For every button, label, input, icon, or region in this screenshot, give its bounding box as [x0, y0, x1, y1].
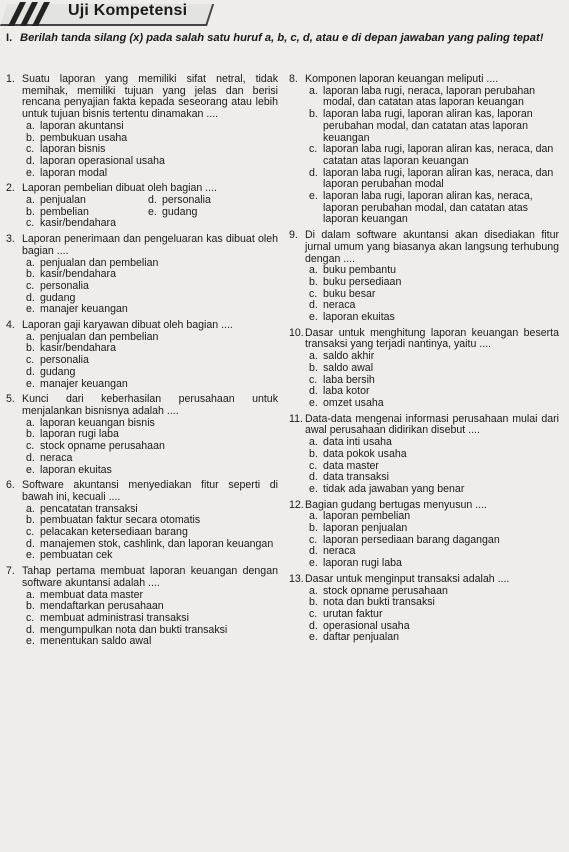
option-letter: b. [26, 268, 35, 281]
option-text: gudang [162, 205, 198, 218]
option-text: kasir/bendahara [40, 268, 116, 281]
option-text: pembelian [40, 205, 89, 218]
option-text: buku besar [323, 287, 376, 300]
question-number: 3. [6, 233, 15, 246]
option-letter: d. [309, 166, 318, 179]
option-text: laporan persediaan barang dagangan [323, 533, 500, 546]
option-text: laporan laba rugi, laporan aliran kas, neraca, dan catatan atas laporan keuangan [323, 143, 554, 167]
option-text: pembuatan faktur secara otomatis [40, 514, 201, 527]
option-letter: a. [309, 436, 318, 449]
option-text: laporan ekuitas [323, 311, 395, 324]
option-e[interactable] [309, 558, 559, 570]
question-1 [6, 74, 278, 179]
question-text: Kunci dari keberhasilan perusahaan untuk menjalankan bisnisnya adalah .... [22, 393, 278, 417]
option-text: neraca [323, 299, 356, 312]
question-number: 12. [289, 498, 304, 511]
option-letter: b. [309, 108, 318, 121]
option-text: neraca [323, 545, 356, 558]
option-c[interactable] [26, 218, 278, 230]
option-e[interactable] [309, 312, 559, 324]
question-text: Bagian gudang bertugas menyusun .... [305, 498, 487, 511]
option-text: laporan penjualan [323, 522, 408, 535]
question-number: 9. [289, 229, 298, 242]
option-e[interactable] [309, 484, 559, 496]
question-6 [6, 480, 278, 562]
question-text: Laporan pembelian dibuat oleh bagian .... [22, 182, 217, 195]
option-text: data inti usaha [323, 436, 392, 449]
option-letter: a. [309, 264, 318, 277]
question-number: 1. [6, 73, 15, 85]
option-text: penjualan dan pembelian [40, 330, 159, 343]
option-letter: c. [309, 459, 318, 472]
option-text: pembuatan cek [40, 549, 113, 562]
option-text: operasional usaha [323, 619, 410, 632]
option-letter: d. [309, 299, 318, 312]
option-letter: e. [309, 557, 318, 570]
option-text: mendaftarkan perusahaan [40, 600, 164, 613]
options [309, 86, 559, 226]
option-c[interactable] [309, 144, 559, 167]
option-text: gudang [40, 291, 76, 304]
options [309, 586, 559, 645]
option-letter: a. [26, 256, 35, 269]
option-text: penjualan [40, 194, 86, 207]
option-letter: a. [26, 119, 35, 132]
option-text: urutan faktur [323, 607, 383, 620]
option-d[interactable] [309, 168, 559, 191]
option-text: laba bersih [323, 373, 375, 386]
option-letter: b. [26, 342, 35, 355]
option-letter: b. [309, 361, 318, 374]
option-e[interactable] [26, 465, 278, 477]
options [26, 195, 278, 230]
option-letter: a. [26, 502, 35, 515]
option-text: laporan laba rugi, laporan aliran kas, neraca, laporan perubahan modal, dan catatan atas laporan keuangan [323, 190, 533, 226]
option-text: laporan bisnis [40, 143, 106, 156]
option-text: penjualan dan pembelian [40, 256, 159, 269]
question-11 [289, 414, 559, 496]
option-text: laporan ekuitas [40, 463, 112, 476]
instruction-number: I. [6, 32, 13, 44]
option-letter: d. [26, 537, 35, 550]
option-letter: c. [309, 143, 318, 156]
option-letter: d. [309, 545, 318, 558]
option-letter: c. [26, 526, 35, 539]
option-text: laporan modal [40, 166, 108, 179]
option-text: pelacakan ketersediaan barang [40, 526, 188, 539]
option-letter: a. [309, 350, 318, 363]
question-text: Tahap pertama membuat laporan keuangan dengan software akuntansi adalah .... [22, 565, 278, 589]
option-letter: c. [309, 373, 318, 386]
option-letter: e. [26, 635, 35, 648]
option-e[interactable] [26, 550, 278, 562]
option-letter: c. [309, 533, 318, 546]
option-text: neraca [40, 451, 73, 464]
option-text: manajemen stok, cashlink, dan laporan keuangan [40, 537, 274, 550]
option-text: laporan rugi laba [40, 428, 119, 441]
option-e[interactable] [26, 304, 278, 316]
option-letter: c. [26, 279, 35, 292]
option-letter: e. [26, 377, 35, 390]
option-e[interactable] [26, 379, 278, 391]
option-letter: d. [148, 194, 157, 207]
question-12 [289, 500, 559, 570]
page-header [0, 0, 569, 30]
option-letter: e. [309, 631, 318, 644]
options [26, 504, 278, 563]
question-7 [6, 566, 278, 648]
option-b[interactable] [309, 109, 559, 144]
option-letter: d. [309, 619, 318, 632]
option-e[interactable] [148, 207, 197, 219]
option-text: tidak ada jawaban yang benar [323, 482, 465, 495]
option-text: nota dan bukti transaksi [323, 596, 435, 609]
option-text: laporan rugi laba [323, 557, 402, 570]
option-text: buku persediaan [323, 275, 402, 288]
option-text: pembukuan usaha [40, 131, 128, 144]
option-text: laporan laba rugi, laporan aliran kas, laporan perubahan modal, dan catatan atas laporan keuangan [323, 108, 533, 144]
options [309, 351, 559, 410]
question-text: Data-data mengenai informasi perusahaan mulai dari awal perusahaan didirikan disebut .... [305, 412, 559, 437]
options [26, 590, 278, 649]
option-text: personalia [40, 279, 89, 292]
option-e[interactable] [26, 168, 278, 180]
option-letter: e. [26, 303, 35, 316]
option-text: buku pembantu [323, 264, 397, 277]
question-10 [289, 328, 559, 410]
option-letter: b. [309, 275, 318, 288]
option-text: laporan keuangan bisnis [40, 416, 155, 429]
option-text: stock opname perusahaan [323, 584, 448, 597]
question-number: 7. [6, 565, 15, 578]
option-text: stock opname perusahaan [40, 440, 165, 453]
option-text: gudang [40, 365, 76, 378]
option-text: laporan akuntansi [40, 119, 124, 132]
option-letter: e. [309, 311, 318, 324]
option-a[interactable] [309, 86, 559, 109]
option-letter: a. [26, 330, 35, 343]
option-text: pencatatan transaksi [40, 502, 138, 515]
option-letter: b. [26, 514, 35, 527]
option-text: data master [323, 459, 379, 472]
option-text: manajer keuangan [40, 303, 128, 316]
option-letter: c. [26, 217, 35, 230]
options [26, 418, 278, 477]
question-3 [6, 234, 278, 316]
option-text: saldo akhir [323, 350, 375, 363]
option-text: laporan operasional usaha [40, 154, 165, 167]
question-number: 4. [6, 319, 15, 332]
question-text: Dasar untuk menginput transaksi adalah .... [305, 572, 510, 585]
option-letter: a. [309, 584, 318, 597]
option-text: saldo awal [323, 361, 374, 374]
option-e[interactable] [309, 632, 559, 644]
options [309, 437, 559, 496]
question-2 [6, 183, 278, 230]
question-text: Laporan penerimaan dan pengeluaran kas dibuat oleh bagian .... [22, 233, 278, 257]
option-e[interactable] [309, 191, 559, 226]
option-text: membuat administrasi transaksi [40, 611, 189, 624]
question-9 [289, 230, 559, 324]
option-letter: c. [26, 143, 35, 156]
option-letter: c. [26, 354, 35, 367]
question-number: 5. [6, 393, 15, 406]
instruction-text: Berilah tanda silang (x) pada salah satu huruf a, b, c, d, atau e di depan jawaban yang paling tepat! [20, 32, 544, 44]
option-letter: e. [309, 482, 318, 495]
option-letter: d. [26, 291, 35, 304]
option-letter: e. [309, 396, 318, 409]
question-number: 2. [6, 182, 15, 195]
option-text: daftar penjualan [323, 631, 399, 644]
option-letter: d. [26, 451, 35, 464]
option-text: kasir/bendahara [40, 217, 116, 230]
question-text: Dasar untuk menghitung laporan keuangan beserta transaksi yang terjadi nantinya, yaitu .... [305, 326, 559, 351]
options [26, 332, 278, 391]
options [26, 258, 278, 317]
question-number: 6. [6, 479, 15, 492]
option-e[interactable] [309, 398, 559, 410]
option-letter: b. [309, 522, 318, 535]
option-letter: a. [309, 510, 318, 523]
options [309, 511, 559, 570]
option-text: personalia [40, 354, 89, 367]
option-text: data transaksi [323, 471, 389, 484]
option-letter: e. [26, 463, 35, 476]
option-text: laporan laba rugi, laporan aliran kas, neraca, dan laporan perubahan modal [323, 166, 554, 191]
question-number: 13. [289, 572, 304, 585]
question-text: Software akuntansi menyediakan fitur seperti di bawah ini, kecuali .... [22, 479, 278, 503]
instruction [6, 30, 556, 46]
option-letter: d. [309, 385, 318, 398]
option-letter: d. [26, 154, 35, 167]
question-4 [6, 320, 278, 390]
option-text: manajer keuangan [40, 377, 128, 390]
options [309, 265, 559, 324]
option-e[interactable] [26, 636, 278, 648]
option-letter: c. [309, 607, 318, 620]
question-number: 11. [289, 412, 303, 425]
option-text: omzet usaha [323, 396, 384, 409]
option-letter: d. [26, 365, 35, 378]
option-letter: b. [309, 596, 318, 609]
option-letter: b. [309, 447, 318, 460]
option-text: personalia [162, 194, 211, 207]
option-letter: c. [26, 611, 35, 624]
option-letter: b. [26, 428, 35, 441]
option-text: laporan laba rugi, neraca, laporan perubahan modal, dan catatan atas laporan keuangan [323, 84, 536, 109]
option-text: menentukan saldo awal [40, 635, 152, 648]
option-letter: b. [26, 600, 35, 613]
section-title: Uji Kompetensi [68, 2, 188, 19]
option-letter: b. [26, 131, 35, 144]
option-letter: a. [26, 588, 35, 601]
option-text: laba kotor [323, 385, 370, 398]
question-8 [289, 74, 559, 226]
question-text: Laporan gaji karyawan dibuat oleh bagian .... [22, 319, 233, 332]
option-text: data pokok usaha [323, 447, 407, 460]
header-stripes-icon [4, 0, 64, 28]
option-letter: a. [26, 194, 35, 207]
question-text: Suatu laporan yang memiliki sifat netral, tidak memihak, memiliki tujuan yang jelas dan berisi rencana penyajian fakta kepada seseorang atau lebih untuk tujuan bisnis tertentu dinamakan .... [22, 73, 278, 121]
option-text: membuat data master [40, 588, 144, 601]
option-letter: b. [26, 205, 35, 218]
question-number: 8. [289, 73, 298, 85]
option-letter: e. [148, 205, 157, 218]
option-letter: a. [26, 416, 35, 429]
option-text: laporan pembelian [323, 510, 411, 523]
option-letter: a. [309, 84, 318, 97]
option-letter: c. [309, 287, 318, 300]
question-text: Komponen laporan keuangan meliputi .... [305, 73, 499, 85]
option-letter: d. [309, 471, 318, 484]
option-letter: c. [26, 440, 35, 453]
option-letter: e. [26, 549, 35, 562]
option-letter: e. [26, 166, 35, 179]
question-13 [289, 574, 559, 644]
option-letter: e. [309, 190, 318, 203]
left-column [6, 74, 278, 652]
right-column [289, 74, 559, 648]
options [26, 121, 278, 180]
option-letter: d. [26, 623, 35, 636]
question-number: 10. [289, 326, 304, 339]
question-5 [6, 394, 278, 476]
question-text: Di dalam software akuntansi akan disediakan fitur jurnal umum yang biasanya akan langsung terhubung dengan .... [305, 229, 559, 265]
option-text: kasir/bendahara [40, 342, 116, 355]
option-text: mengumpulkan nota dan bukti transaksi [40, 623, 228, 636]
